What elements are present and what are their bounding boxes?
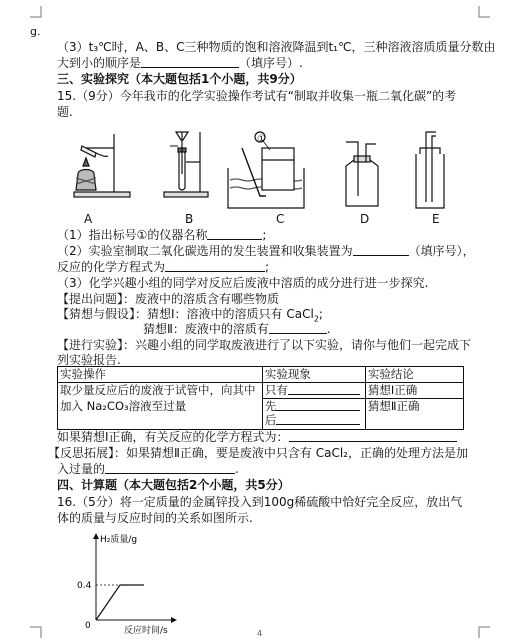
reflection-answer-blank[interactable] [105, 462, 235, 474]
crop-mark-top-right [478, 6, 490, 18]
q3-answer-blank[interactable] [141, 56, 239, 68]
if-correct-blank[interactable] [289, 430, 457, 442]
label-a: A [84, 212, 93, 226]
sub1-answer-blank[interactable] [207, 228, 262, 240]
hypothesis2-text: 猜想Ⅱ：废液中的溶质有 [143, 322, 269, 336]
graph-xlabel: 反应时间/s [124, 626, 168, 636]
sub2-answer-blank[interactable] [353, 244, 409, 256]
crop-mark-bottom-left [30, 626, 42, 638]
apparatus-d [346, 142, 378, 206]
section3-title: 三、实验探究（本大题包括1个小题，共9分） [57, 72, 302, 86]
sub2-equation-blank[interactable] [165, 260, 265, 272]
crop-mark-top-left [30, 6, 42, 18]
phenomenon-cell-1 [262, 383, 365, 399]
sub1-text: （1）指出标号①的仪器名称 [57, 228, 208, 242]
phenomenon-line1: 只有 [264, 383, 288, 397]
graph-origin: 0 [85, 621, 91, 631]
sub2-pre: （2）实验室制取二氧化碳选用的发生装置和收集装置为 [57, 244, 353, 258]
operation-cell [58, 383, 263, 430]
apparatus-e [416, 132, 444, 208]
hypothesis1-sub: 2 [313, 314, 319, 324]
h2-series-line [96, 585, 144, 620]
experiment-line1: 【进行实验】：兴趣小组的同学取废液进行了以下实验，请你与他们一起完成下 [57, 338, 472, 352]
apparatus-figure [60, 126, 480, 228]
graph-ylabel: H₂质量/g [100, 535, 138, 545]
if-correct-line [57, 430, 457, 445]
operation-line2: 加入 Na₂CO₃溶液至过量 [60, 399, 187, 413]
page-number: 4 [257, 629, 263, 638]
sub-question-1: （1）指出标号①的仪器名称 ; [57, 228, 267, 242]
table-header-row [58, 367, 464, 383]
phenomenon-line2: 先 [264, 399, 277, 413]
sub-question-2-line2: 反应的化学方程式为 ; [57, 260, 270, 274]
sub2-line2: 反应的化学方程式为 [57, 260, 166, 274]
q16-line1: 16.（5分）将一定质量的金属锌投入到100g稀硫酸中恰好完全反应，放出气 [57, 495, 463, 509]
phenomenon-line3: 后 [264, 413, 277, 427]
reflection-line2: 入过量的 . [57, 462, 239, 476]
phenomenon1-blank[interactable] [288, 383, 360, 395]
experiment-report-table [57, 366, 464, 430]
q3-line1: （3）t₃℃时，A、B、C三种物质的饱和溶液降温到t₁℃，三种溶液溶质质量分数由 [57, 40, 496, 54]
question-raise: 【提出问题】：废液中的溶质含有哪些物质 [57, 292, 280, 306]
phenomenon2-blank-b[interactable] [276, 413, 360, 425]
conclusion-cell-1: 猜想Ⅰ正确 [365, 383, 463, 399]
conclusion-cell-2: 猜想Ⅱ正确 [365, 399, 463, 430]
hypothesis1-post: ; [318, 307, 323, 321]
label-b: B [185, 212, 194, 226]
top-mark: g. [30, 25, 41, 38]
q15-line1: 15.（9分）今年我市的化学实验操作考试有“制取并收集一瓶二氧化碳”的考 [57, 89, 457, 103]
hypothesis-2 [143, 322, 331, 337]
header-conclusion: 实验结论 [365, 367, 463, 383]
reflection-line1: 【反思拓展】：如果猜想Ⅱ正确，要是废液中只含有 CaCl₂，正确的处理方法是加 [48, 446, 468, 460]
label-c: C [276, 212, 285, 226]
label-e: E [432, 212, 440, 226]
sub-question-3: （3）化学兴趣小组的同学对反应后废液中溶质的成分进行进一步探究. [57, 276, 429, 290]
table-row [58, 383, 464, 399]
phenomenon-cell-2 [262, 399, 365, 430]
if-correct-text: 如果猜想Ⅰ正确，有关反应的化学方程式为： [57, 430, 289, 444]
sub2-post: （填序号）， [408, 244, 475, 258]
operation-line1: 取少量反应后的废液于试管中，向其中 [60, 383, 256, 397]
graph-y-tick: 0.4 [77, 581, 92, 591]
q3-line2-post: （填序号）. [239, 56, 303, 70]
header-phenomenon: 实验现象 [262, 367, 365, 383]
q16-line2: 体的质量与反应时间的关系如图所示. [57, 511, 253, 525]
header-operation: 实验操作 [58, 367, 263, 383]
q15-line2: 题. [57, 105, 73, 119]
label-d: D [360, 212, 370, 226]
hypothesis2-post: . [326, 322, 331, 336]
hypothesis1-pre: 【猜想与假设】：猜想Ⅰ：溶液中的溶质只有 CaCl [57, 307, 314, 321]
hypothesis2-answer-blank[interactable] [269, 322, 327, 334]
reflection-line2-pre: 入过量的 [57, 462, 106, 476]
phenomenon2-blank-a[interactable] [276, 399, 360, 411]
apparatus-b [164, 132, 208, 197]
apparatus-a [74, 134, 130, 197]
q3-line2-pre: 大到小的顺序是 [57, 56, 142, 70]
crop-mark-bottom-right [478, 626, 490, 638]
experiment-line2: 列实验报告. [57, 353, 121, 367]
apparatus-c [228, 132, 304, 208]
q3-line2 [57, 56, 303, 71]
section4-title: 四、计算题（本大题包括2个小题，共5分） [57, 478, 290, 492]
circle-marker-1: ① [257, 134, 266, 145]
sub-question-2 [57, 244, 475, 259]
